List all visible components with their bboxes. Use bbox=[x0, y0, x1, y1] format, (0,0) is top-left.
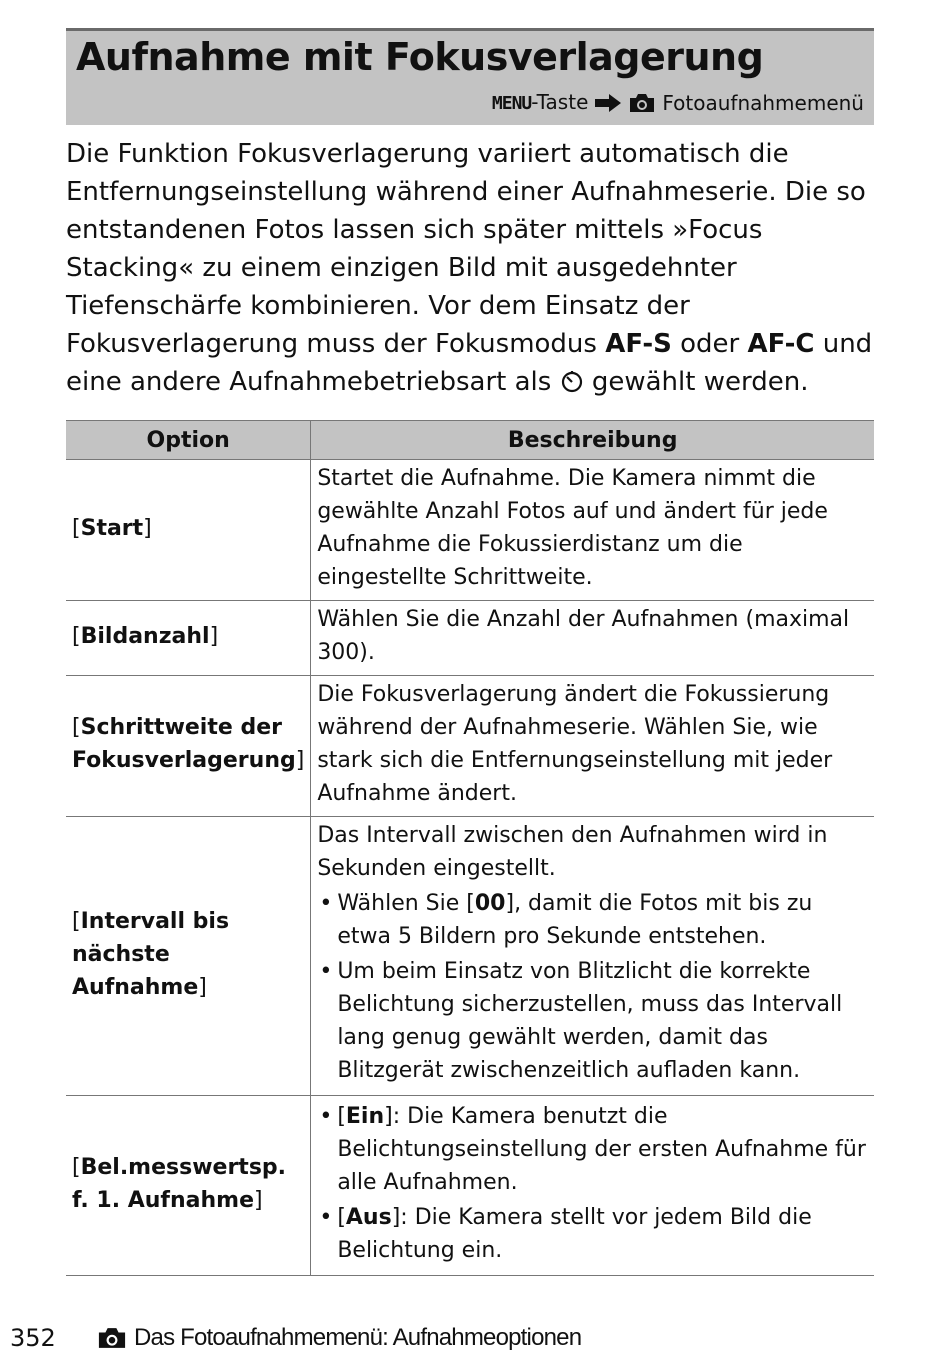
camera-icon bbox=[628, 92, 656, 114]
bullet-list bbox=[317, 887, 868, 1087]
page-footer bbox=[10, 1320, 581, 1356]
menu-button-label: MENU bbox=[491, 93, 532, 114]
bullet-item bbox=[317, 1201, 868, 1267]
arrow-right-icon bbox=[594, 93, 622, 113]
footer-section-title: Das Fotoaufnahmemenü: Aufnahmeoptionen bbox=[134, 1324, 582, 1351]
option-name: Start bbox=[80, 515, 144, 541]
bullet-text: [ bbox=[337, 1104, 346, 1129]
intro-text-1: Die Funktion Fokusverlagerung variiert automatisch die Entfernungseinstellung während einer Aufnahmeserie. Die so entstandenen Fotos lassen sich später mittels »Focus Stacking« zu einem einzigen Bild mit ausgedehnter Tiefenschärfe kombinieren. Vor dem Einsatz der Fokusverlagerung muss der Fokusmodus bbox=[66, 139, 866, 359]
bullet-item bbox=[317, 1100, 868, 1199]
intro-text-or: oder bbox=[671, 329, 748, 359]
bullet-text: ]: Die Kamera stellt vor jedem Bild die Belichtung ein. bbox=[337, 1205, 812, 1263]
option-cell: [Intervall bis nächste Aufnahme] bbox=[66, 817, 311, 1096]
table-row bbox=[66, 817, 874, 1096]
option-name: Intervall bis nächste Aufnahme bbox=[72, 908, 230, 1000]
bullet-text: ]: Die Kamera benutzt die Belichtungseinstellung der ersten Aufnahme für alle Aufnahmen. bbox=[337, 1104, 866, 1195]
intro-paragraph bbox=[66, 135, 874, 401]
table-row bbox=[66, 676, 874, 817]
description-text: Die Fokusverlagerung ändert die Fokussierung während der Aufnahmeserie. Wählen Sie, wie stark sich die Entfernungseinstellung mit jeder Aufnahme ändert. bbox=[317, 682, 833, 806]
intro-text-3: gewählt werden. bbox=[583, 367, 809, 397]
option-cell: [Start] bbox=[66, 460, 311, 601]
description-text: Wählen Sie die Anzahl der Aufnahmen (maximal 300). bbox=[317, 607, 850, 665]
description-cell bbox=[311, 601, 874, 676]
description-text: Das Intervall zwischen den Aufnahmen wird in Sekunden eingestellt. bbox=[317, 823, 828, 881]
bullet-item bbox=[317, 887, 868, 953]
options-table bbox=[66, 420, 874, 1276]
option-name: Bel.messwertsp. f. 1. Aufnahme bbox=[72, 1154, 287, 1213]
bullet-text: ], damit die Fotos mit bis zu etwa 5 Bildern pro Sekunde entstehen. bbox=[337, 891, 813, 949]
column-header-option: Option bbox=[66, 421, 311, 460]
menu-path bbox=[492, 89, 864, 117]
bullet-bold: Aus bbox=[345, 1205, 392, 1230]
description-text: Startet die Aufnahme. Die Kamera nimmt die gewählte Anzahl Fotos auf und ändert für jede Aufnahme die Fokussierdistanz um die eingestellte Schrittweite. bbox=[317, 466, 828, 590]
description-cell bbox=[311, 460, 874, 601]
af-c-mode: AF-C bbox=[747, 329, 815, 359]
description-cell bbox=[311, 676, 874, 817]
page-header bbox=[66, 28, 874, 125]
page-number: 352 bbox=[10, 1324, 56, 1352]
bullet-list bbox=[317, 1100, 868, 1267]
description-cell bbox=[311, 817, 874, 1096]
bullet-text: Wählen Sie [ bbox=[337, 891, 475, 916]
table-row bbox=[66, 601, 874, 676]
option-name: Schrittweite der Fokusverlagerung bbox=[72, 715, 296, 773]
intro-text-2: und eine andere Aufnahmebetriebsart als bbox=[66, 329, 873, 397]
option-name: Bildanzahl bbox=[80, 623, 210, 649]
camera-icon bbox=[96, 1326, 128, 1350]
af-s-mode: AF-S bbox=[605, 329, 672, 359]
table-header-row bbox=[66, 421, 874, 460]
self-timer-icon bbox=[560, 369, 584, 393]
column-header-description: Beschreibung bbox=[311, 421, 874, 460]
bullet-text: [ bbox=[337, 1205, 346, 1230]
table-row bbox=[66, 1096, 874, 1276]
table-row bbox=[66, 460, 874, 601]
bullet-text: Um beim Einsatz von Blitzlicht die korrekte Belichtung sicherzustellen, muss das Intervall lang genug gewählt werden, damit das Blitzgerät zwischenzeitlich aufladen kann. bbox=[337, 959, 843, 1083]
page-title: Aufnahme mit Fokusverlagerung bbox=[76, 35, 764, 79]
option-cell: [Schrittweite der Fokusverlagerung] bbox=[66, 676, 311, 817]
menu-path-label: Fotoaufnahmemenü bbox=[662, 91, 864, 115]
bullet-bold: 00 bbox=[474, 891, 506, 916]
menu-suffix: -Taste bbox=[531, 90, 589, 114]
bullet-item bbox=[317, 955, 868, 1087]
description-cell bbox=[311, 1096, 874, 1276]
bullet-bold: Ein bbox=[345, 1104, 385, 1129]
option-cell: [Bildanzahl] bbox=[66, 601, 311, 676]
option-cell: [Bel.messwertsp. f. 1. Aufnahme] bbox=[66, 1096, 311, 1276]
